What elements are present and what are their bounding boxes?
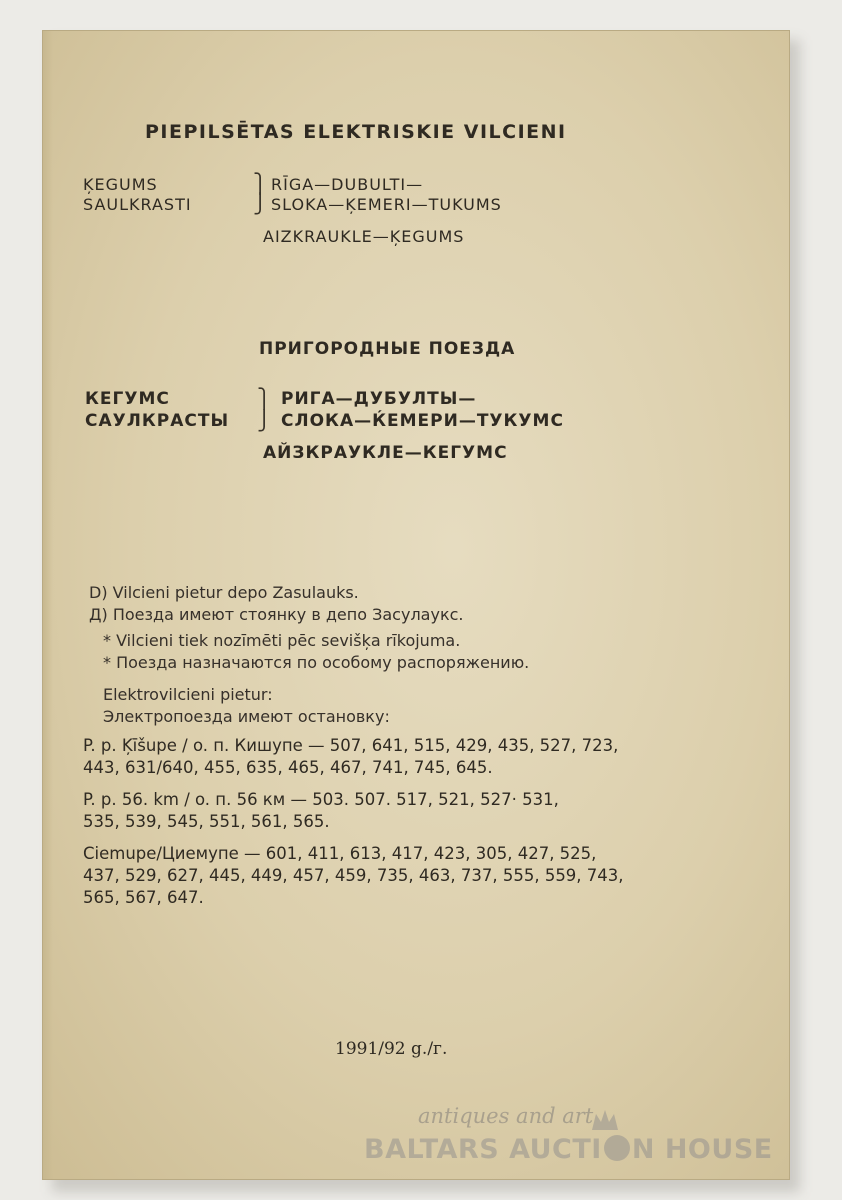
lv-route-line-1: RĪGA—DUBULTI— xyxy=(271,175,424,194)
stops-56km-line-2: 535, 539, 545, 551, 561, 565. xyxy=(83,812,330,831)
note-stops-lv: Elektrovilcieni pietur: xyxy=(103,685,273,704)
watermark-brand-start: BALTARS AUCTI xyxy=(364,1134,602,1165)
ru-title: ПРИГОРОДНЫЕ ПОЕЗДА xyxy=(259,339,516,359)
lv-brace-bottom: ⎭ xyxy=(253,193,268,215)
note-special-ru: * Поезда назначаются по особому распоряжению. xyxy=(103,653,530,672)
watermark-brand-end: N HOUSE xyxy=(631,1134,773,1165)
watermark-brand xyxy=(364,1134,773,1165)
ru-route-line-2: СЛОКА—ЌЕМЕРИ—ТУКУМС xyxy=(281,411,564,431)
ru-left-line-1: КЕГУМС xyxy=(85,389,170,409)
watermark-tagline: antiques and art xyxy=(418,1104,594,1128)
stops-kisupe-line-2: 443, 631/640, 455, 635, 465, 467, 741, 745, 645. xyxy=(83,758,493,777)
booklet-cover xyxy=(42,30,790,1180)
booklet-spine xyxy=(43,31,53,1179)
lv-left-line-2: SAULKRASTI xyxy=(83,195,192,214)
ru-route-extra: АЙЗКРАУКЛЕ—КЕГУМС xyxy=(263,443,508,463)
lv-title: PIEPILSĒTAS ELEKTRISKIE VILCIENI xyxy=(145,121,567,143)
lv-route-extra: AIZKRAUKLE—ĶEGUMS xyxy=(263,227,465,246)
edition-year: 1991/92 g./г. xyxy=(335,1039,448,1059)
stops-56km-line-1: P. p. 56. km / o. п. 56 км — 503. 507. 517, 521, 527· 531, xyxy=(83,790,559,809)
ru-left-line-2: САУЛКРАСТЫ xyxy=(85,411,230,431)
ru-brace-bottom: ⎭ xyxy=(257,410,272,432)
stops-ciemupe-line-3: 565, 567, 647. xyxy=(83,888,204,907)
note-depot-lv: D) Vilcieni pietur depo Zasulauks. xyxy=(89,583,359,602)
note-depot-ru: Д) Поезда имеют стоянку в депо Засулаукс. xyxy=(89,605,464,624)
stops-ciemupe-line-2: 437, 529, 627, 445, 449, 457, 459, 735, 463, 737, 555, 559, 743, xyxy=(83,866,624,885)
lv-route-line-2: SLOKA—ĶEMERI—TUKUMS xyxy=(271,195,502,214)
note-stops-ru: Электропоезда имеют остановку: xyxy=(103,707,390,726)
stops-ciemupe-line-1: Ciemupe/Циемупе — 601, 411, 613, 417, 423, 305, 427, 525, xyxy=(83,844,597,863)
note-special-lv: * Vilcieni tiek nozīmēti pēc sevišķa rīkojuma. xyxy=(103,631,461,650)
ru-route-line-1: РИГА—ДУБУЛТЫ— xyxy=(281,389,477,409)
watermark-crown-shape xyxy=(590,1108,620,1132)
ru-brace-top: ⎫ xyxy=(257,388,272,410)
stops-kisupe-line-1: P. p. Ķīšupe / o. п. Кишупе — 507, 641, 515, 429, 435, 527, 723, xyxy=(83,736,619,755)
lv-brace-top: ⎫ xyxy=(253,173,268,195)
watermark-crown-icon xyxy=(604,1135,630,1161)
lv-left-line-1: ĶEGUMS xyxy=(83,175,158,194)
